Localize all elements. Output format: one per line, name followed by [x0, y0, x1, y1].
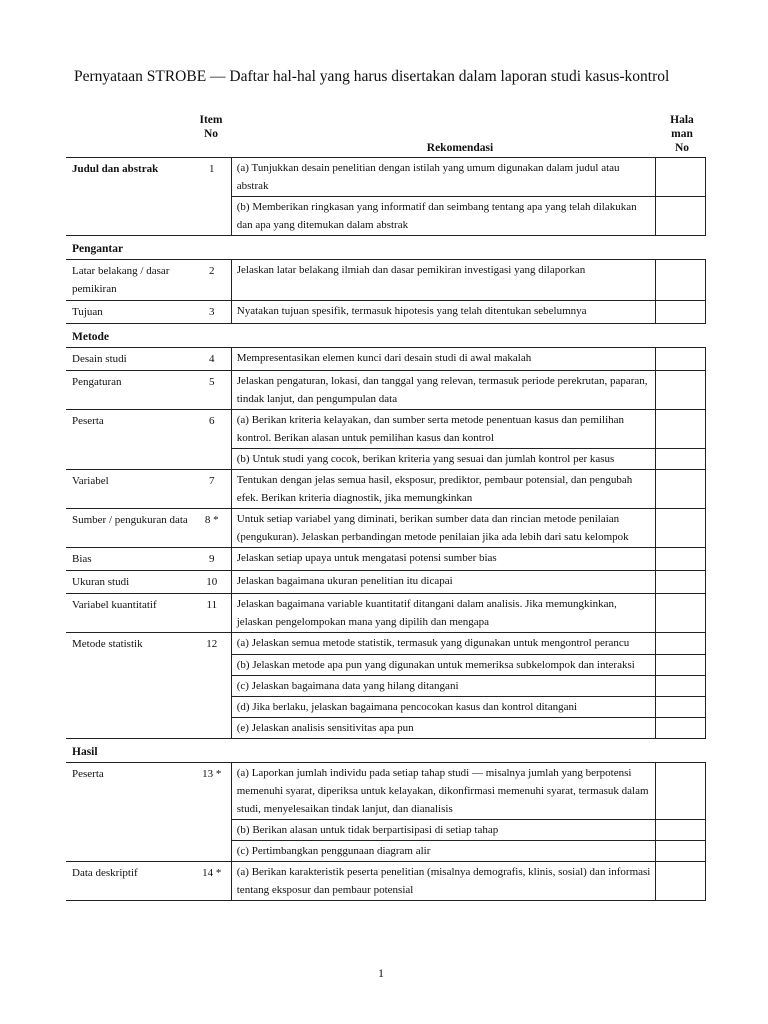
- item-number: 11: [206, 599, 218, 611]
- item-label: [66, 509, 193, 547]
- recommendation-text: (b) Jelaskan metode apa pun yang digunakan untuk memeriksa subkelompok dan interaksi: [231, 655, 656, 676]
- item-label-text: Sumber / pengukuran data: [72, 514, 188, 526]
- checklist-row: [66, 449, 706, 470]
- page-no-cell[interactable]: [656, 301, 706, 323]
- item-label: [66, 676, 193, 697]
- checklist-row: [66, 571, 706, 594]
- checklist-row: [66, 676, 706, 697]
- item-label: [66, 841, 193, 861]
- page-no-cell[interactable]: [656, 655, 706, 676]
- item-number: 14 *: [202, 867, 222, 879]
- item-number: 13 *: [202, 768, 222, 780]
- item-number: 7: [209, 475, 215, 487]
- item-label: [66, 301, 193, 323]
- recommendation-text: Tentukan dengan jelas semua hasil, eksposur, prediktor, pembaur potensial, dan pengubah efek. Berikan kriteria diagnostik, jika memungkinkan: [231, 470, 656, 508]
- page-no-cell[interactable]: [656, 862, 706, 900]
- item-label: [66, 571, 193, 593]
- checklist-row: [66, 862, 706, 901]
- recommendation-text: (d) Jika berlaku, jelaskan bagaimana pencocokan kasus dan kontrol ditangani: [231, 697, 656, 718]
- page-no-cell[interactable]: [656, 410, 706, 449]
- checklist-row: [66, 718, 706, 739]
- page-no-cell[interactable]: [656, 197, 706, 235]
- item-label: [66, 548, 193, 570]
- item-number: 9: [209, 553, 215, 565]
- item-label: [66, 820, 193, 841]
- page-no-cell[interactable]: [656, 841, 706, 861]
- page-no-cell[interactable]: [656, 509, 706, 547]
- column-header-item-no: Item No: [199, 114, 223, 140]
- item-label: [66, 260, 193, 300]
- item-label: [66, 410, 193, 449]
- item-number: 4: [209, 353, 215, 365]
- checklist-row: [66, 197, 706, 236]
- item-label-text: Judul dan abstrak: [72, 163, 159, 175]
- page-no-cell[interactable]: [656, 763, 706, 820]
- checklist-row: [66, 655, 706, 676]
- item-label-text: Data deskriptif: [72, 867, 138, 879]
- recommendation-text: Nyatakan tujuan spesifik, termasuk hipotesis yang telah ditentukan sebelumnya: [231, 301, 656, 323]
- checklist-row: [66, 594, 706, 633]
- page-no-cell[interactable]: [656, 371, 706, 409]
- recommendation-text: (e) Jelaskan analisis sensitivitas apa pun: [231, 718, 656, 738]
- item-label-text: Metode statistik: [72, 638, 143, 650]
- item-number: [193, 655, 231, 676]
- item-label-text: Desain studi: [72, 353, 127, 365]
- page-no-cell[interactable]: [656, 633, 706, 655]
- checklist-row: [66, 548, 706, 571]
- page-no-cell[interactable]: [656, 697, 706, 718]
- page-no-cell[interactable]: [656, 594, 706, 632]
- page-no-cell[interactable]: [656, 449, 706, 469]
- page-no-cell[interactable]: [656, 470, 706, 508]
- section-heading: Metode: [66, 324, 706, 348]
- page-no-cell[interactable]: [656, 820, 706, 841]
- item-label: [66, 197, 193, 235]
- recommendation-text: (b) Memberikan ringkasan yang informatif dan seimbang tentang apa yang telah dilakukan dan apa yang ditemukan dalam abstrak: [231, 197, 656, 235]
- page-no-cell[interactable]: [656, 571, 706, 593]
- section-heading: Hasil: [66, 739, 706, 763]
- item-label: [66, 594, 193, 632]
- item-label-text: Bias: [72, 553, 92, 565]
- item-label: [66, 470, 193, 508]
- recommendation-text: (a) Laporkan jumlah individu pada setiap tahap studi — misalnya jumlah yang berpotensi memenuhi syarat, diperiksa untuk kelayakan, dikonfirmasi memenuhi syarat, termasuk dalam studi, menyelesaikan tindak lanjut, dan dianalisis: [231, 763, 656, 820]
- item-label: [66, 697, 193, 718]
- item-number: 6: [209, 415, 215, 427]
- item-label: [66, 633, 193, 655]
- section-heading: Pengantar: [66, 236, 706, 260]
- page-number: 1: [378, 966, 384, 980]
- checklist-row: [66, 763, 706, 820]
- recommendation-text: Jelaskan latar belakang ilmiah dan dasar pemikiran investigasi yang dilaporkan: [231, 260, 656, 300]
- item-number: 8 *: [204, 514, 219, 526]
- recommendation-text: (a) Jelaskan semua metode statistik, termasuk yang digunakan untuk mengontrol perancu: [231, 633, 656, 655]
- page-no-cell[interactable]: [656, 548, 706, 570]
- item-label-text: Pengaturan: [72, 376, 122, 388]
- item-number: [193, 197, 231, 235]
- recommendation-text: (a) Berikan kriteria kelayakan, dan sumber serta metode penentuan kasus dan pemilihan kontrol. Berikan alasan untuk pemilihan kasus dan kontrol: [231, 410, 656, 449]
- recommendation-text: (b) Untuk studi yang cocok, berikan kriteria yang sesuai dan jumlah kontrol per kasus: [231, 449, 656, 469]
- recommendation-text: Untuk setiap variabel yang diminati, berikan sumber data dan rincian metode penilaian (pengukuran). Jelaskan perbandingan metode penilaian jika ada lebih dari satu kelompok: [231, 509, 656, 547]
- item-label: [66, 655, 193, 676]
- item-label: [66, 763, 193, 820]
- item-number: 3: [209, 306, 215, 318]
- item-number: 5: [209, 376, 215, 388]
- recommendation-text: (a) Berikan karakteristik peserta penelitian (misalnya demografis, klinis, sosial) dan informasi tentang eksposur dan pembaur potensial: [231, 862, 656, 900]
- checklist-row: [66, 260, 706, 301]
- checklist-table: [66, 157, 706, 901]
- checklist-row: [66, 410, 706, 449]
- checklist-row: [66, 301, 706, 324]
- column-header-rekomendasi: Rekomendasi: [426, 142, 494, 154]
- item-number: 1: [209, 163, 215, 175]
- checklist-row: [66, 820, 706, 841]
- item-number: [193, 676, 231, 697]
- page-no-cell[interactable]: [656, 260, 706, 300]
- recommendation-text: Jelaskan bagaimana variable kuantitatif ditangani dalam analisis. Jika memungkinkan, jelaskan pengelompokan mana yang dipilih dan mengapa: [231, 594, 656, 632]
- item-label-text: Ukuran studi: [72, 576, 130, 588]
- recommendation-text: (c) Pertimbangkan penggunaan diagram alir: [231, 841, 656, 861]
- page-no-cell[interactable]: [656, 718, 706, 738]
- item-label: [66, 449, 193, 469]
- page-no-cell[interactable]: [656, 676, 706, 697]
- page-no-cell[interactable]: [656, 348, 706, 370]
- checklist-row: [66, 509, 706, 548]
- checklist-row: [66, 841, 706, 862]
- checklist-row: [66, 348, 706, 371]
- item-number: [193, 449, 231, 469]
- recommendation-text: (c) Jelaskan bagaimana data yang hilang ditangani: [231, 676, 656, 697]
- column-header-halaman-no: Hala man No: [670, 114, 694, 154]
- item-label: [66, 348, 193, 370]
- checklist-row: [66, 697, 706, 718]
- item-label: [66, 862, 193, 900]
- item-label: [66, 158, 193, 197]
- document-title: Pernyataan STROBE — Daftar hal-hal yang harus disertakan dalam laporan studi kasus-kontrol: [74, 68, 670, 85]
- item-label-text: Variabel: [72, 475, 109, 487]
- checklist-row: [66, 371, 706, 410]
- item-number: [193, 697, 231, 718]
- item-label: [66, 718, 193, 738]
- item-number: [193, 718, 231, 738]
- item-label-text: Peserta: [72, 415, 104, 427]
- checklist-row: [66, 470, 706, 509]
- item-number: [193, 820, 231, 841]
- checklist-row: [66, 633, 706, 655]
- item-number: 12: [206, 638, 218, 650]
- item-label-text: Variabel kuantitatif: [72, 599, 157, 611]
- recommendation-text: Jelaskan setiap upaya untuk mengatasi potensi sumber bias: [231, 548, 656, 570]
- recommendation-text: Jelaskan bagaimana ukuran penelitian itu dicapai: [231, 571, 656, 593]
- recommendation-text: Jelaskan pengaturan, lokasi, dan tanggal yang relevan, termasuk periode perekrutan, paparan, tindak lanjut, dan pengumpulan data: [231, 371, 656, 409]
- item-label: [66, 371, 193, 409]
- item-number: 2: [209, 265, 215, 277]
- recommendation-text: Mempresentasikan elemen kunci dari desain studi di awal makalah: [231, 348, 656, 370]
- item-number: 10: [206, 576, 218, 588]
- recommendation-text: (a) Tunjukkan desain penelitian dengan istilah yang umum digunakan dalam judul atau abstrak: [231, 158, 656, 197]
- item-label-text: Tujuan: [72, 306, 103, 318]
- checklist-row: [66, 158, 706, 197]
- item-label-text: Latar belakang / dasar pemikiran: [72, 265, 170, 295]
- item-number: [193, 841, 231, 861]
- item-label-text: Peserta: [72, 768, 104, 780]
- recommendation-text: (b) Berikan alasan untuk tidak berpartisipasi di setiap tahap: [231, 820, 656, 841]
- page-no-cell[interactable]: [656, 158, 706, 197]
